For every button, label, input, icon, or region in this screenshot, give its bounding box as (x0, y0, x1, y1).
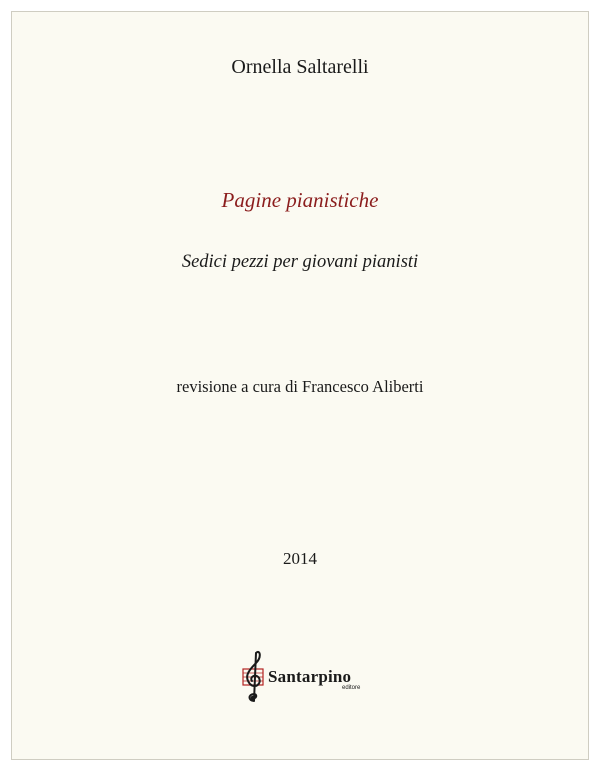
publication-year: 2014 (283, 549, 317, 568)
revision-credit: revisione a cura di Francesco Aliberti (176, 377, 424, 396)
publisher-name: Santarpino (268, 667, 352, 686)
title-page (11, 11, 589, 760)
publisher-logo (238, 647, 368, 707)
author-name: Ornella Saltarelli (231, 56, 369, 78)
book-subtitle: Sedici pezzi per giovani pianisti (181, 252, 419, 272)
publisher-subtitle: editore (342, 685, 361, 691)
book-title: Pagine pianistiche (221, 188, 379, 212)
